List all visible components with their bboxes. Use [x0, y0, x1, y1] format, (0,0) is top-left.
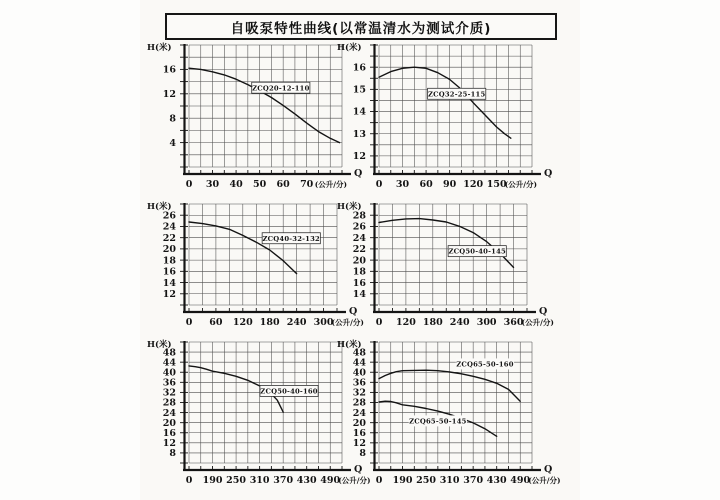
- chart-text: 13: [352, 128, 366, 140]
- chart-text: 180: [422, 317, 443, 328]
- chart-text: 0: [375, 317, 383, 328]
- chart-text: 15: [352, 84, 366, 96]
- chart-text: 30: [395, 179, 410, 190]
- curve-label-ZCQ65-50-145: ZCQ65-50-145: [409, 417, 467, 426]
- chart-text: 36: [162, 377, 176, 389]
- chart-text: 490: [320, 475, 341, 486]
- chart-text: 14: [352, 288, 366, 300]
- chart-text: 430: [296, 475, 317, 486]
- chart-svg: [333, 31, 577, 201]
- pump-curve-chart-zcq32-25-115: [333, 31, 577, 201]
- chart-text: 240: [286, 317, 307, 328]
- chart-svg: [333, 190, 572, 339]
- chart-text: 32: [162, 387, 176, 399]
- chart-text: H(米): [337, 202, 362, 212]
- chart-text: 430: [486, 475, 507, 486]
- chart-text: H(米): [337, 43, 362, 53]
- axes: [180, 44, 351, 175]
- chart-text: 60: [276, 179, 290, 190]
- chart-text: 370: [463, 475, 484, 486]
- chart-text: 490: [510, 475, 531, 486]
- chart-text: H(米): [147, 202, 172, 212]
- chart-text: 16: [162, 64, 176, 76]
- chart-text: 22: [162, 232, 176, 244]
- chart-text: 60: [419, 179, 433, 190]
- chart-text: 0: [375, 179, 383, 190]
- chart-text: (公升/分): [528, 476, 561, 485]
- curve-label-ZCQ32-25-115: ZCQ32-25-115: [427, 90, 486, 99]
- chart-text: 48: [352, 347, 366, 359]
- chart-text: 16: [162, 427, 176, 439]
- chart-text: 310: [439, 475, 460, 486]
- chart-text: 70: [300, 179, 314, 190]
- chart-text: 22: [352, 244, 366, 256]
- chart-text: 12: [162, 89, 176, 100]
- chart-text: 16: [352, 427, 366, 439]
- chart-text: Q: [539, 306, 548, 317]
- chart-text: (公升/分): [504, 180, 538, 189]
- chart-text: 50: [252, 179, 267, 190]
- chart-text: 300: [313, 317, 334, 328]
- page-title: 自吸泵特性曲线(以常温清水为测试介质): [230, 20, 492, 37]
- chart-text: 24: [352, 407, 366, 419]
- chart-text: 16: [352, 62, 366, 74]
- grid-lines: [189, 204, 337, 305]
- chart-text: 0: [185, 317, 193, 328]
- chart-text: 360: [503, 317, 524, 328]
- chart-text: 180: [259, 317, 280, 328]
- axes: [180, 341, 351, 471]
- grid-lines: [379, 45, 532, 167]
- chart-text: H(米): [337, 340, 362, 350]
- chart-text: 250: [226, 475, 246, 486]
- chart-text: 240: [449, 317, 470, 328]
- chart-text: 24: [162, 221, 176, 233]
- grid-lines: [189, 45, 342, 167]
- chart-text: 12: [352, 151, 366, 163]
- chart-text: (公升/分): [331, 318, 364, 327]
- axes: [370, 44, 541, 175]
- chart-text: Q: [349, 306, 358, 317]
- chart-text: 20: [162, 417, 176, 429]
- pump-curve-chart-zcq50-40-145: [333, 190, 572, 339]
- chart-text: 18: [162, 255, 176, 267]
- chart-text: 36: [352, 377, 366, 389]
- curve-label-ZCQ65-50-160: ZCQ65-50-160: [456, 360, 514, 369]
- chart-text: 32: [352, 387, 366, 399]
- chart-text: 300: [476, 317, 497, 328]
- grid-lines: [189, 342, 342, 463]
- chart-text: 310: [249, 475, 270, 486]
- chart-text: Q: [544, 464, 553, 475]
- chart-text: 8: [169, 448, 176, 460]
- chart-text: 0: [375, 475, 383, 486]
- chart-text: 40: [162, 367, 176, 379]
- chart-text: 12: [162, 288, 176, 300]
- chart-text: 0: [185, 179, 193, 190]
- chart-text: 20: [162, 244, 176, 256]
- chart-text: 8: [169, 113, 176, 125]
- chart-text: 26: [352, 221, 366, 233]
- chart-text: 40: [229, 179, 243, 190]
- chart-text: 150: [486, 179, 507, 190]
- chart-text: 44: [352, 357, 366, 369]
- chart-text: (公升/分): [521, 318, 554, 327]
- chart-text: (公升/分): [314, 180, 348, 189]
- chart-text: 14: [162, 277, 176, 289]
- chart-text: 48: [162, 347, 176, 359]
- chart-text: 4: [169, 137, 176, 149]
- chart-text: 30: [205, 179, 220, 190]
- chart-text: H(米): [147, 340, 172, 350]
- chart-text: 20: [352, 417, 366, 429]
- chart-text: 28: [352, 397, 366, 409]
- chart-text: 190: [392, 475, 413, 486]
- chart-text: 0: [185, 475, 193, 486]
- chart-text: Q: [354, 168, 363, 179]
- chart-text: 20: [352, 255, 366, 267]
- chart-text: 12: [162, 438, 176, 450]
- chart-text: 18: [352, 266, 366, 278]
- curve-ZCQ20-12-110: [189, 68, 340, 142]
- axes: [180, 203, 346, 313]
- curve-label-ZCQ20-12-110: ZCQ20-12-110: [252, 84, 310, 93]
- chart-text: 40: [352, 367, 366, 379]
- chart-text: 370: [273, 475, 294, 486]
- chart-text: 28: [162, 397, 176, 409]
- chart-text: 8: [359, 448, 366, 460]
- chart-text: 190: [202, 475, 223, 486]
- chart-text: 120: [232, 317, 253, 328]
- chart-text: 24: [162, 407, 176, 419]
- chart-text: 44: [162, 357, 176, 369]
- chart-text: 250: [416, 475, 436, 486]
- chart-text: 120: [463, 179, 484, 190]
- chart-svg: [333, 328, 577, 497]
- pump-curve-chart-zcq65-50: [333, 328, 577, 497]
- chart-text: Q: [354, 464, 363, 475]
- chart-text: Q: [544, 168, 553, 179]
- chart-text: 16: [162, 266, 176, 278]
- chart-text: 90: [442, 179, 457, 190]
- chart-text: 16: [352, 277, 366, 289]
- chart-text: 120: [395, 317, 416, 328]
- curve-label-ZCQ50-40-145: ZCQ50-40-145: [448, 247, 506, 256]
- curve-label-ZCQ40-32-132: ZCQ40-32-132: [262, 234, 320, 243]
- chart-text: 24: [352, 232, 366, 244]
- chart-text: 14: [352, 106, 366, 118]
- chart-text: (公升/分): [338, 476, 371, 485]
- curve-ZCQ32-25-115: [379, 67, 511, 138]
- chart-text: 12: [352, 438, 366, 450]
- curve-label-ZCQ50-40-160: ZCQ50-40-160: [260, 387, 318, 396]
- chart-text: H(米): [147, 43, 172, 53]
- chart-text: 60: [209, 317, 223, 328]
- chart-text: 28: [352, 210, 366, 222]
- chart-text: 26: [162, 210, 176, 222]
